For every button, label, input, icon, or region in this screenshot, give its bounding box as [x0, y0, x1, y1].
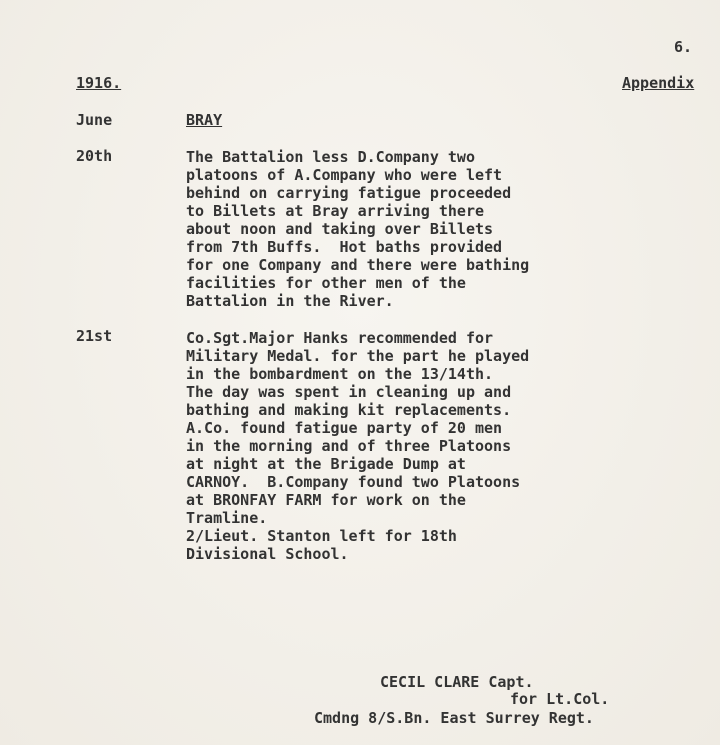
entry-line: facilities for other men of the — [186, 274, 466, 292]
signature-unit: Cmdng 8/S.Bn. East Surrey Regt. — [314, 709, 594, 727]
entry-line: from 7th Buffs. Hot baths provided — [186, 238, 503, 256]
entry-line: Tramline. — [186, 509, 268, 527]
entry-line: Co.Sgt.Major Hanks recommended for — [186, 329, 494, 347]
entry-date: 20th — [76, 147, 113, 165]
entry-line: The day was spent in cleaning up and — [186, 383, 512, 401]
appendix-heading: Appendix — [622, 74, 695, 92]
place-heading: BRAY — [186, 111, 223, 129]
entry-line: 2/Lieut. Stanton left for 18th — [186, 527, 457, 545]
entry-line: at BRONFAY FARM for work on the — [186, 491, 466, 509]
signature-name: CECIL CLARE Capt. — [380, 673, 534, 691]
entry-line: A.Co. found fatigue party of 20 men — [186, 419, 503, 437]
entry-line: The Battalion less D.Company two — [186, 148, 475, 166]
month-label: June — [76, 111, 113, 129]
entry-line: in the bombardment on the 13/14th. — [186, 365, 494, 383]
entry-line: Battalion in the River. — [186, 292, 394, 310]
entry-line: at night at the Brigade Dump at — [186, 455, 466, 473]
entry-text — [186, 148, 529, 310]
entry-line: behind on carrying fatigue proceeded — [186, 184, 512, 202]
page-number: 6. — [674, 38, 693, 56]
entry-line: CARNOY. B.Company found two Platoons — [186, 473, 521, 491]
entry-line: for one Company and there were bathing — [186, 256, 530, 274]
signature-for: for Lt.Col. — [510, 690, 610, 708]
entry-line: bathing and making kit replacements. — [186, 401, 512, 419]
entry-line: Military Medal. for the part he played — [186, 347, 530, 365]
year-heading: 1916. — [76, 74, 122, 92]
entry-text — [186, 329, 529, 563]
entry-line: Divisional School. — [186, 545, 349, 563]
entry-line: about noon and taking over Billets — [186, 220, 494, 238]
entry-line: in the morning and of three Platoons — [186, 437, 512, 455]
entry-date: 21st — [76, 327, 113, 345]
entry-line: platoons of A.Company who were left — [186, 166, 503, 184]
entry-line: to Billets at Bray arriving there — [186, 202, 485, 220]
